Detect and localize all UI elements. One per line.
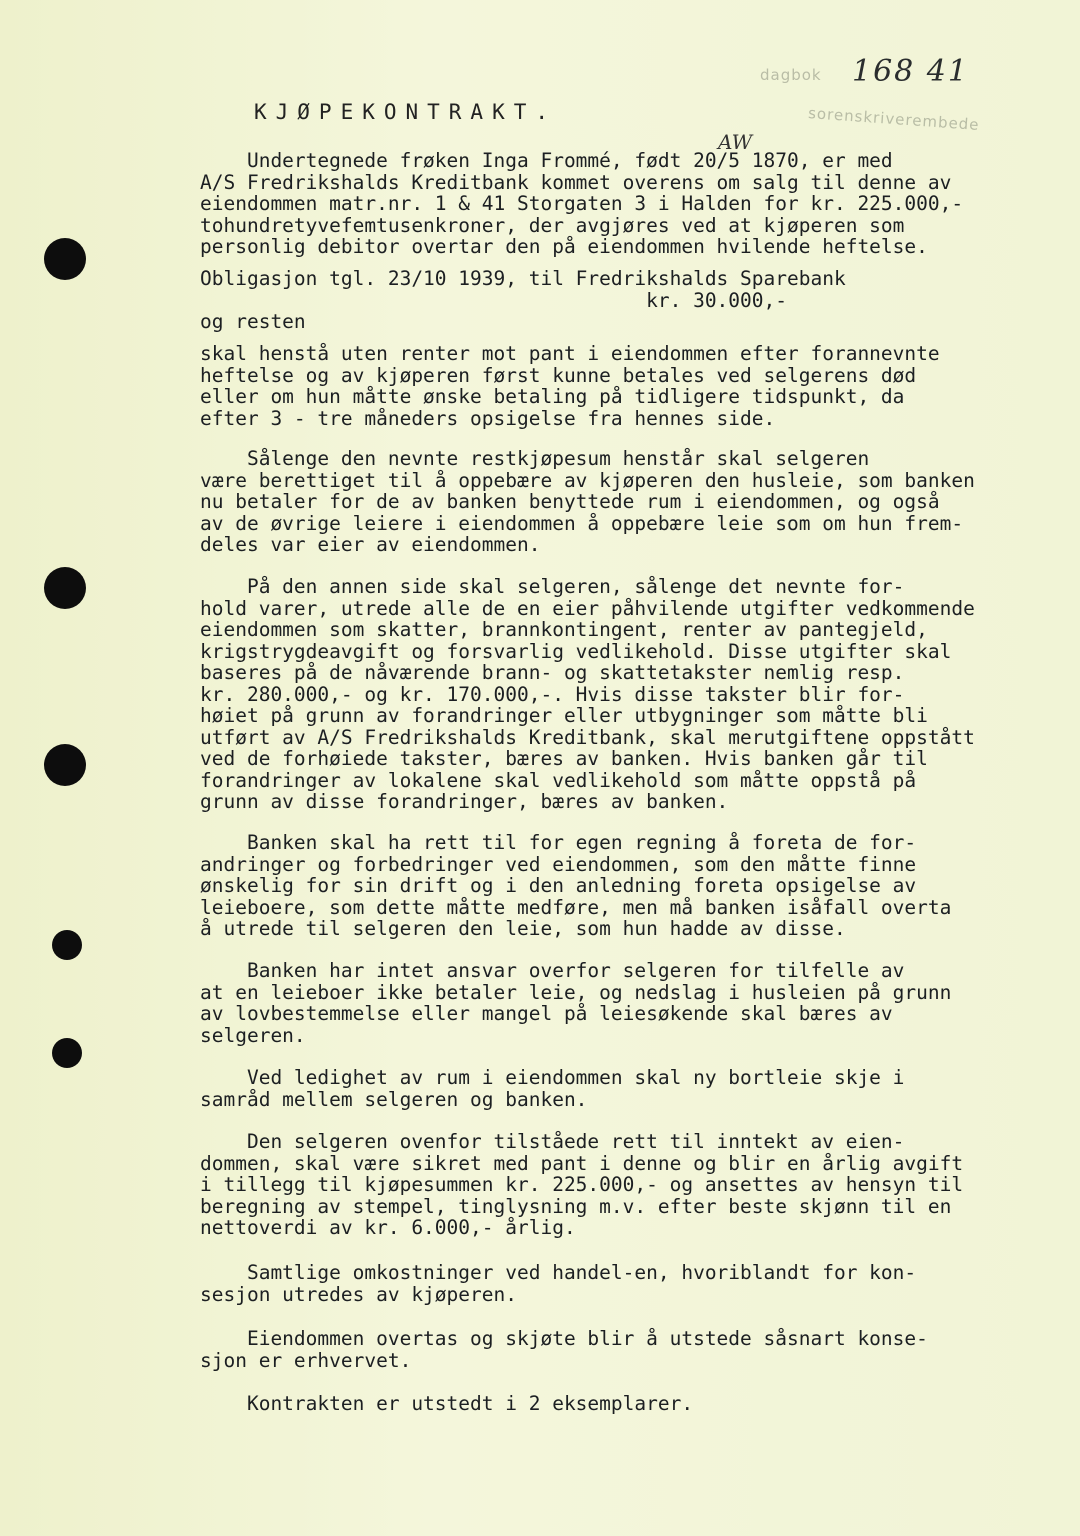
text-line: Eiendommen overtas og skjøte blir å utstede såsnart konse- bbox=[200, 1327, 928, 1350]
text-line: Samtlige omkostninger ved handel-en, hvoriblandt for kon- bbox=[200, 1261, 917, 1284]
text-line: grunn av disse forandringer, bæres av banken. bbox=[200, 790, 729, 813]
text-line: kr. 280.000,- og kr. 170.000,-. Hvis disse takster blir for- bbox=[200, 682, 905, 706]
text-line: tohundretyvefemtusenkroner, der avgjøres ved at kjøperen som bbox=[200, 213, 905, 237]
text-line: Banken skal ha rett til for egen regning å foreta de for- bbox=[200, 831, 917, 854]
text-line: Kontrakten er utstedt i 2 eksemplarer. bbox=[200, 1392, 694, 1415]
text-line: av de øvrige leiere i eiendommen å oppebære leie som om hun frem- bbox=[200, 511, 964, 535]
text-line: Undertegnede frøken Inga Frommé, født 20/5 1870, er med bbox=[200, 149, 893, 172]
text-line: Obligasjon tgl. 23/10 1939, til Fredrikshalds Sparebank bbox=[200, 267, 846, 290]
text-line: sesjon utredes av kjøperen. bbox=[200, 1282, 517, 1306]
paragraph-sale-agreement bbox=[200, 150, 1060, 258]
text-line: deles var eier av eiendommen. bbox=[200, 533, 541, 556]
text-line: eiendommen matr.nr. 1 & 41 Storgaten 3 i Halden for kr. 225.000,- bbox=[200, 192, 964, 215]
paragraph-seller-expenses bbox=[200, 576, 1060, 813]
punch-hole bbox=[52, 930, 82, 960]
text-line: ønskelig for sin drift og i den anledning foreta opsigelse av bbox=[200, 874, 917, 897]
handwritten-initials: AW bbox=[718, 130, 753, 154]
text-line: leieboere, som dette måtte medføre, men må banken isåfall overta bbox=[200, 895, 952, 919]
paragraph-vacancy bbox=[200, 1067, 1060, 1110]
punch-hole bbox=[52, 1038, 82, 1068]
folio-number: 168 41 bbox=[852, 54, 969, 89]
text-line: forandringer av lokalene skal vedlikehold som måtte oppstå på bbox=[200, 768, 917, 792]
text-line: Den selgeren ovenfor tilståede rett til inntekt av eien- bbox=[200, 1130, 905, 1153]
paragraph-obligation bbox=[200, 268, 1060, 333]
punch-hole bbox=[44, 567, 86, 609]
text-line: dommen, skal være sikret med pant i denne og blir en årlig avgift bbox=[200, 1151, 964, 1175]
text-line: at en leieboer ikke betaler leie, og nedslag i husleien på grunn bbox=[200, 980, 952, 1004]
text-line: selgeren. bbox=[200, 1023, 306, 1047]
paragraph-income-security bbox=[200, 1131, 1060, 1239]
paragraph-remainder-terms bbox=[200, 343, 1060, 429]
text-line: utført av A/S Fredrikshalds Kreditbank, skal merutgiftene oppstått bbox=[200, 725, 975, 749]
text-line: sjon er erhvervet. bbox=[200, 1348, 412, 1372]
punch-hole bbox=[44, 744, 86, 786]
text-line: heftelse og av kjøperen først kunne betales ved selgerens død bbox=[200, 363, 917, 387]
paragraph-transfer bbox=[200, 1328, 1060, 1371]
text-line: nettoverdi av kr. 6.000,- årlig. bbox=[200, 1216, 576, 1239]
text-line: Banken har intet ansvar overfor selgeren for tilfelle av bbox=[200, 959, 905, 982]
text-line: krigstrygdeavgift og forsvarlig vedlikehold. Disse utgifter skal bbox=[200, 639, 952, 663]
text-line: eller om hun måtte ønske betaling på tidligere tidspunkt, da bbox=[200, 385, 905, 408]
text-line: Ved ledighet av rum i eiendommen skal ny bortleie skje i bbox=[200, 1066, 905, 1089]
text-line: ved de forhøiede takster, bæres av banken. Hvis banken går til bbox=[200, 747, 928, 770]
text-line: efter 3 - tre måneders opsigelse fra hennes side. bbox=[200, 406, 776, 430]
paragraph-liability bbox=[200, 960, 1060, 1046]
text-line: skal henstå uten renter mot pant i eiendommen efter forannevnte bbox=[200, 342, 940, 365]
paragraph-rent-rights bbox=[200, 448, 1060, 556]
text-line: personlig debitor overtar den på eiendommen hvilende heftelse. bbox=[200, 235, 928, 258]
text-line: hold varer, utrede alle de en eier påhvilende utgifter vedkommende bbox=[200, 596, 975, 620]
paragraph-copies bbox=[200, 1393, 1060, 1415]
text-line: høiet på grunn av forandringer eller utbygninger som måtte bli bbox=[200, 704, 928, 727]
text-line: På den annen side skal selgeren, sålenge det nevnte for- bbox=[200, 575, 905, 598]
registry-stamp: dagbok bbox=[760, 66, 822, 84]
text-line: beregning av stempel, tinglysning m.v. efter beste skjønn til en bbox=[200, 1194, 952, 1218]
text-line: å utrede til selgeren den leie, som hun hadde av disse. bbox=[200, 917, 846, 940]
document-title: KJØPEKONTRAKT. bbox=[254, 100, 558, 124]
text-line: være berettiget til å oppebære av kjøperen den husleie, som banken bbox=[200, 468, 975, 492]
punch-hole bbox=[44, 238, 86, 280]
text-line: og resten bbox=[200, 310, 306, 333]
text-line: i tillegg til kjøpesummen kr. 225.000,- og ansettes av hensyn til bbox=[200, 1173, 964, 1196]
text-line: av lovbestemmelse eller mangel på leiesøkende skal bæres av bbox=[200, 1002, 893, 1025]
text-line: A/S Fredrikshalds Kreditbank kommet overens om salg til denne av bbox=[200, 170, 952, 194]
text-line: Sålenge den nevnte restkjøpesum henstår skal selgeren bbox=[200, 447, 870, 470]
text-line: eiendommen som skatter, brannkontingent, renter av pantegjeld, bbox=[200, 618, 928, 641]
text-line: kr. 30.000,- bbox=[200, 288, 787, 312]
text-line: andringer og forbedringer ved eiendommen, som den måtte finne bbox=[200, 852, 917, 876]
text-line: samråd mellem selgeren og banken. bbox=[200, 1087, 588, 1111]
registry-stamp: sorenskriverembede bbox=[807, 104, 981, 134]
paragraph-bank-alterations bbox=[200, 832, 1060, 940]
text-line: nu betaler for de av banken benyttede rum i eiendommen, og også bbox=[200, 490, 940, 513]
paragraph-costs bbox=[200, 1262, 1060, 1305]
text-line: baseres på de nåværende brann- og skattetakster nemlig resp. bbox=[200, 661, 905, 684]
